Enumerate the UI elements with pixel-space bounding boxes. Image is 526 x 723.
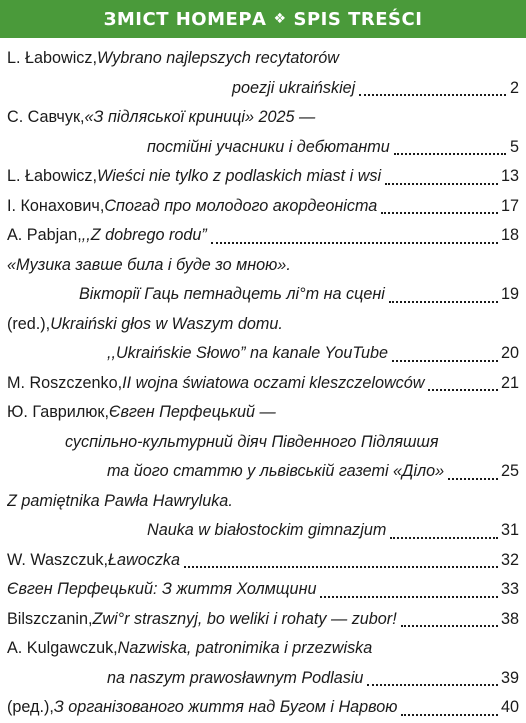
dot-leader (401, 625, 498, 627)
entry-title: Євген Перфецький — (109, 403, 276, 421)
entry-author: Bilszczanin, (7, 609, 93, 628)
entry-title: II wojna światowa oczami kleszczelowców (122, 373, 425, 392)
entry-author: A. Kulgawczuk, (7, 639, 118, 657)
toc-entry[interactable] (7, 575, 519, 605)
entry-title: Z pamiętnika Pawła Hawryluka. (7, 491, 233, 510)
entry-title: Nauka w białostockim gimnazjum (147, 521, 387, 539)
entry-author: (red.), (7, 314, 51, 333)
table-of-contents (7, 44, 519, 723)
entry-page: 31 (500, 521, 519, 539)
dot-leader (385, 183, 498, 185)
entry-title: poezji ukraińskiej (232, 78, 356, 97)
entry-author: L. Łabowicz, (7, 49, 97, 67)
entry-title: ,,Ukraińskie Słowo” na kanale YouTube (107, 344, 389, 362)
entry-title: «Музика завше била і буде зо мною». (7, 255, 291, 274)
entry-title: Вікторії Гаць петнадцеть лі°т на сцені (79, 285, 385, 303)
toc-entry-continuation[interactable] (7, 74, 519, 104)
toc-entry-continuation[interactable] (7, 516, 519, 546)
toc-entry[interactable] (7, 162, 519, 192)
entry-page: 5 (509, 137, 519, 156)
entry-author: (ред.), (7, 698, 54, 716)
entry-author: І. Конахович, (7, 196, 105, 215)
dot-leader (211, 242, 498, 244)
entry-title: ,,Z dobrego rodu” (81, 226, 207, 244)
entry-page: 17 (500, 196, 519, 215)
toc-entry-continuation[interactable] (7, 428, 519, 458)
entry-title: Спогад про молодого акордеоніста (104, 196, 378, 215)
dot-leader (390, 537, 498, 539)
entry-author: A. Pabjan, (7, 226, 82, 244)
toc-entry[interactable] (7, 634, 519, 664)
entry-page: 2 (509, 78, 519, 97)
entry-author: M. Roszczenko, (7, 373, 123, 392)
entry-title: З організованого життя над Бугом і Нарвою (53, 698, 398, 716)
toc-entry-continuation[interactable] (7, 133, 519, 163)
entry-title: суспільно-культурний діяч Південного Підляшшя (65, 432, 439, 451)
entry-page: 25 (500, 462, 519, 480)
entry-page: 13 (500, 167, 519, 185)
entry-page: 19 (500, 285, 519, 303)
dot-leader (359, 94, 506, 96)
entry-title: та його статтю у львівській газеті «Діло» (107, 462, 445, 480)
entry-title: na naszym prawosławnym Podlasiu (107, 668, 364, 687)
entry-title: Wieści nie tylko z podlaskich miast i wsi (96, 167, 382, 185)
entry-author: W. Waszczuk, (7, 550, 109, 569)
entry-author: L. Łabowicz, (7, 167, 97, 185)
toc-entry-continuation[interactable] (7, 280, 519, 310)
dot-leader (389, 301, 498, 303)
toc-entry[interactable] (7, 251, 519, 281)
entry-page: 21 (500, 373, 519, 392)
entry-title: Ukraiński głos w Waszym domu. (50, 314, 283, 333)
toc-entry[interactable] (7, 487, 519, 517)
toc-entry-continuation[interactable] (7, 457, 519, 487)
dot-leader (392, 360, 498, 362)
entry-page: 39 (500, 668, 519, 687)
entry-title: Zwi°r strasznyj, bo weliki i rohaty — zubor! (92, 609, 397, 628)
dot-leader (401, 714, 498, 716)
toc-entry[interactable] (7, 398, 519, 428)
toc-entry-continuation[interactable] (7, 339, 519, 369)
dot-leader (394, 153, 506, 155)
entry-author: С. Савчук, (7, 108, 85, 126)
header-separator-icon: ❖ (273, 11, 287, 27)
entry-page: 20 (500, 344, 519, 362)
entry-title: постійні учасники і дебютанти (147, 137, 390, 156)
header-title-ukrainian: ЗМІСТ НОМЕРА (103, 8, 267, 30)
toc-header (0, 0, 526, 38)
dot-leader (381, 212, 498, 214)
toc-entry[interactable] (7, 546, 519, 576)
entry-title: Євген Перфецький: З життя Холмщини (7, 580, 317, 598)
toc-entry[interactable] (7, 103, 519, 133)
entry-title: Wybrano najlepszych recytatorów (96, 49, 339, 67)
toc-entry-continuation[interactable] (7, 664, 519, 694)
dot-leader (428, 389, 498, 391)
toc-entry[interactable] (7, 605, 519, 635)
toc-entry[interactable] (7, 221, 519, 251)
toc-entry[interactable] (7, 44, 519, 74)
entry-page: 40 (500, 698, 519, 716)
entry-title: «З підляської криниці» 2025 — (84, 108, 316, 126)
dot-leader (320, 596, 498, 598)
entry-page: 18 (500, 226, 519, 244)
toc-entry[interactable] (7, 192, 519, 222)
entry-title: Nazwiska, patronimika i przezwiska (117, 639, 373, 657)
entry-page: 32 (500, 550, 519, 569)
entry-author: Ю. Гаврилюк, (7, 403, 110, 421)
dot-leader (448, 478, 498, 480)
entry-title: Ławoczka (108, 550, 181, 569)
dot-leader (184, 566, 498, 568)
toc-entry[interactable] (7, 369, 519, 399)
toc-entry[interactable] (7, 310, 519, 340)
toc-entry[interactable] (7, 693, 519, 723)
header-title-polish: SPIS TREŚCI (293, 8, 423, 30)
entry-page: 33 (500, 580, 519, 598)
entry-page: 38 (500, 609, 519, 628)
